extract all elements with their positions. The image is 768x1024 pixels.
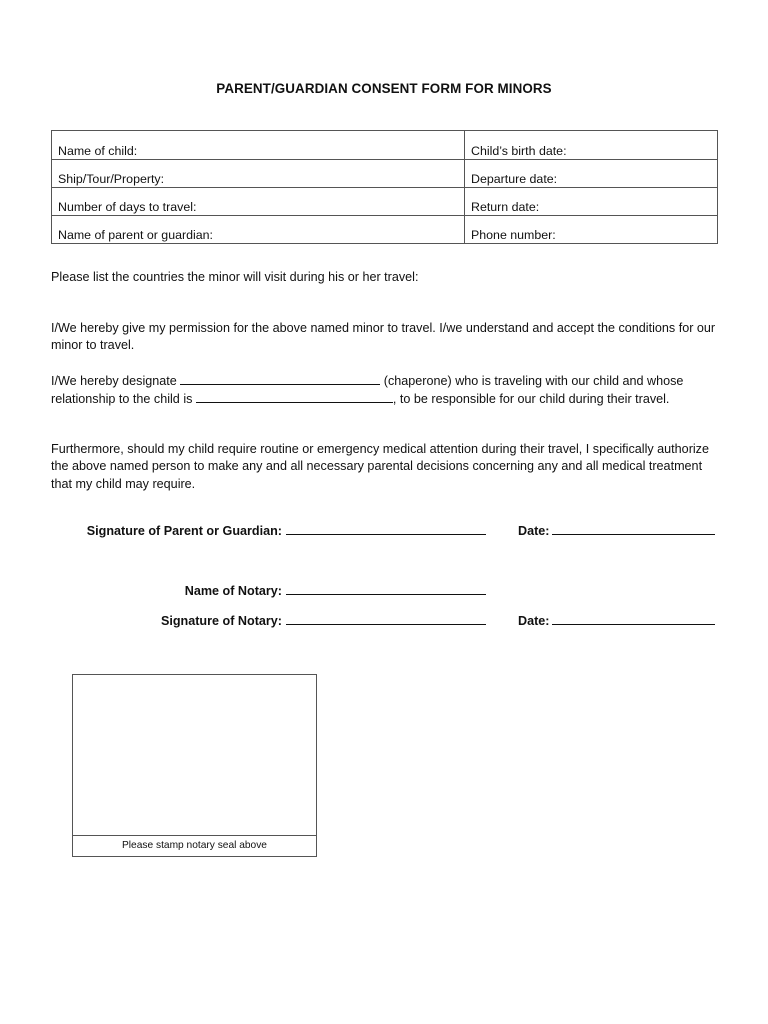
table-row (52, 131, 718, 160)
chaperone-designation (51, 372, 723, 409)
notary-seal-box[interactable] (72, 674, 317, 857)
child-info-table (51, 130, 718, 244)
notary-date-row (518, 612, 715, 628)
days-to-travel-field[interactable]: Number of days to travel: (52, 188, 465, 216)
form-title: PARENT/GUARDIAN CONSENT FORM FOR MINORS (216, 81, 552, 96)
ship-tour-property-field[interactable]: Ship/Tour/Property: (52, 160, 465, 188)
permission-statement: I/We hereby give my permission for the above named minor to travel. I/we understand and accept the conditions for our minor to travel. (51, 321, 716, 353)
departure-date-field[interactable]: Departure date: (465, 160, 718, 188)
name-of-child-field[interactable]: Name of child: (52, 131, 465, 160)
relationship-blank[interactable] (196, 390, 393, 403)
seal-caption: Please stamp notary seal above (73, 835, 316, 856)
parent-date-label: Date: (518, 524, 550, 538)
table-row (52, 160, 718, 188)
parent-signature-label: Signature of Parent or Guardian: (86, 524, 282, 538)
phone-number-field[interactable]: Phone number: (465, 216, 718, 244)
table-row (52, 216, 718, 244)
parent-signature-row (67, 522, 486, 538)
notary-name-line[interactable] (286, 582, 486, 595)
table-row (52, 188, 718, 216)
parent-date-line[interactable] (552, 522, 715, 535)
designate-text-1: I/We hereby designate (51, 374, 177, 388)
notary-signature-line[interactable] (286, 612, 486, 625)
notary-signature-row (67, 612, 486, 628)
notary-signature-label: Signature of Notary: (160, 614, 282, 628)
countries-prompt: Please list the countries the minor will visit during his or her travel: (51, 270, 419, 284)
notary-date-line[interactable] (552, 612, 715, 625)
parent-name-field[interactable]: Name of parent or guardian: (52, 216, 465, 244)
return-date-field[interactable]: Return date: (465, 188, 718, 216)
notary-name-row (67, 582, 486, 598)
designate-text-2: (chaperone) who is traveling with our child and whose relationship to the child is (51, 374, 684, 407)
designate-text-3: , to be responsible for our child during their travel. (392, 392, 670, 407)
chaperone-name-blank[interactable] (180, 372, 380, 385)
parent-signature-line[interactable] (286, 522, 486, 535)
notary-name-label: Name of Notary: (184, 584, 282, 598)
birth-date-field[interactable]: Child’s birth date: (465, 131, 718, 160)
medical-authorization: Furthermore, should my child require routine or emergency medical attention during their travel, I specifically authorize the above named person to make any and all necessary parental decisions concerning any and all medical treatment that my child may require. (51, 442, 709, 491)
parent-date-row (518, 522, 715, 538)
notary-date-label: Date: (518, 614, 550, 628)
